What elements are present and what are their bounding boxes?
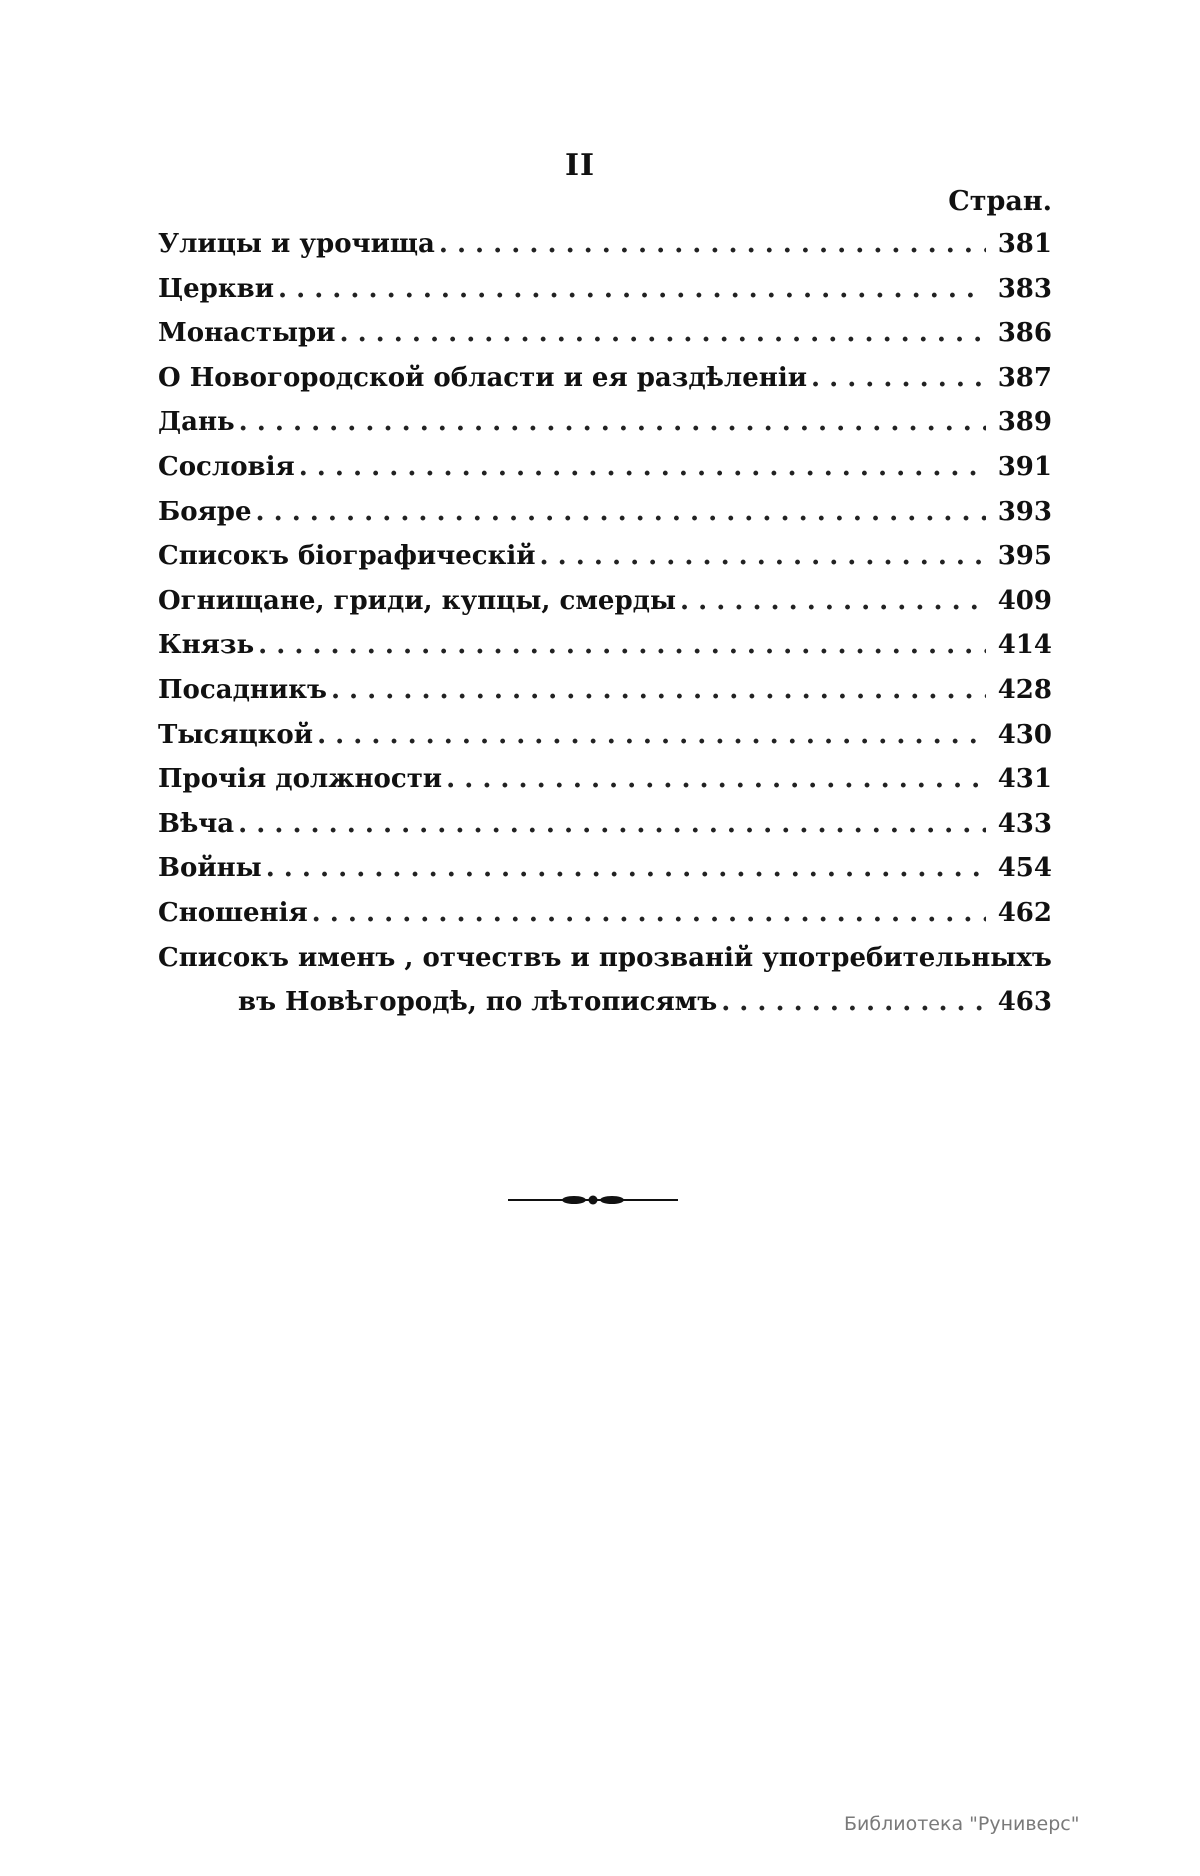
toc-entry-page: 463	[997, 987, 1052, 1018]
library-watermark: Библиотека "Руниверс"	[844, 1813, 1080, 1835]
dot-leader	[721, 980, 986, 1024]
dot-leader	[540, 534, 986, 578]
dot-leader	[299, 445, 986, 489]
toc-entry-page: 414	[997, 630, 1052, 661]
toc-entry-page: 454	[997, 853, 1052, 884]
dot-leader	[317, 713, 986, 757]
toc-entry-title: Монастыри	[158, 318, 336, 349]
dot-leader	[238, 802, 986, 846]
toc-entry	[158, 802, 1052, 847]
toc-entry-title: Князь	[158, 630, 255, 661]
toc-entry-title: Церкви	[158, 273, 274, 304]
toc-entry-title: Вѣча	[158, 808, 235, 839]
toc-entry	[158, 222, 1052, 267]
toc-entry-title: Прочія должности	[158, 764, 443, 795]
dot-leader	[278, 267, 986, 311]
dot-leader	[339, 311, 986, 355]
toc-entry-page: 395	[997, 541, 1052, 572]
toc-entry-page: 391	[997, 451, 1052, 482]
toc-entry-page: 393	[997, 496, 1052, 527]
toc-entry	[158, 579, 1052, 624]
toc-entry-line2	[158, 980, 1052, 1025]
toc-entry-page: 383	[997, 273, 1052, 304]
dot-leader	[811, 356, 986, 400]
toc-entry-title: Огнищане, гриди, купцы, смерды	[158, 585, 677, 616]
toc-entry	[158, 267, 1052, 312]
dot-leader	[256, 490, 987, 534]
toc-entry-title: Войны	[158, 853, 262, 884]
dot-leader	[331, 668, 986, 712]
toc-entry-title: Списокъ біографическій	[158, 541, 536, 572]
dot-leader	[439, 222, 986, 266]
toc-entry	[158, 757, 1052, 802]
toc-entry	[158, 356, 1052, 401]
page-number: II	[564, 148, 596, 183]
toc-entry	[158, 311, 1052, 356]
dot-leader	[446, 757, 986, 801]
toc-entry	[158, 534, 1052, 579]
toc-entry-page: 431	[997, 764, 1052, 795]
toc-entry-title-line2: въ Новѣгородѣ, по лѣтописямъ	[238, 987, 718, 1018]
toc-entry-page: 387	[997, 362, 1052, 393]
toc-entry-page: 433	[997, 808, 1052, 839]
toc-entry-page: 386	[997, 318, 1052, 349]
toc-entry-page: 462	[997, 897, 1052, 928]
toc-entry-title: Сословія	[158, 451, 295, 482]
dot-leader	[680, 579, 986, 623]
toc-entry	[158, 400, 1052, 445]
dot-leader	[312, 891, 986, 935]
toc-entry	[158, 490, 1052, 535]
toc-entry-page: 428	[997, 674, 1052, 705]
table-of-contents	[158, 222, 1052, 1025]
dot-leader	[239, 400, 986, 444]
toc-entry	[158, 445, 1052, 490]
toc-entry-multiline	[158, 936, 1052, 1025]
page-column-header: Стран.	[948, 186, 1052, 217]
toc-entry-page: 389	[997, 407, 1052, 438]
toc-entry-page: 430	[997, 719, 1052, 750]
toc-entry-title: Посадникъ	[158, 674, 327, 705]
toc-entry	[158, 713, 1052, 758]
toc-entry	[158, 668, 1052, 713]
ornament-divider-icon	[508, 1193, 678, 1207]
toc-entry	[158, 891, 1052, 936]
toc-entry-title: Улицы и урочища	[158, 229, 435, 259]
toc-entry-title: О Новогородской области и ея раздѣленіи	[158, 362, 807, 393]
toc-entry-title-line1: Списокъ именъ , отчествъ и прозваній употребительныхъ	[158, 942, 1052, 973]
dot-leader	[258, 623, 986, 667]
toc-entry	[158, 846, 1052, 891]
toc-entry-page: 381	[997, 229, 1052, 259]
toc-entry-title: Тысяцкой	[158, 719, 314, 750]
dot-leader	[266, 846, 986, 890]
toc-entry-page: 409	[997, 585, 1052, 616]
toc-entry	[158, 623, 1052, 668]
toc-entry-title: Бояре	[158, 496, 252, 527]
toc-entry-title: Сношенія	[158, 897, 308, 928]
toc-entry-title: Дань	[158, 407, 235, 438]
